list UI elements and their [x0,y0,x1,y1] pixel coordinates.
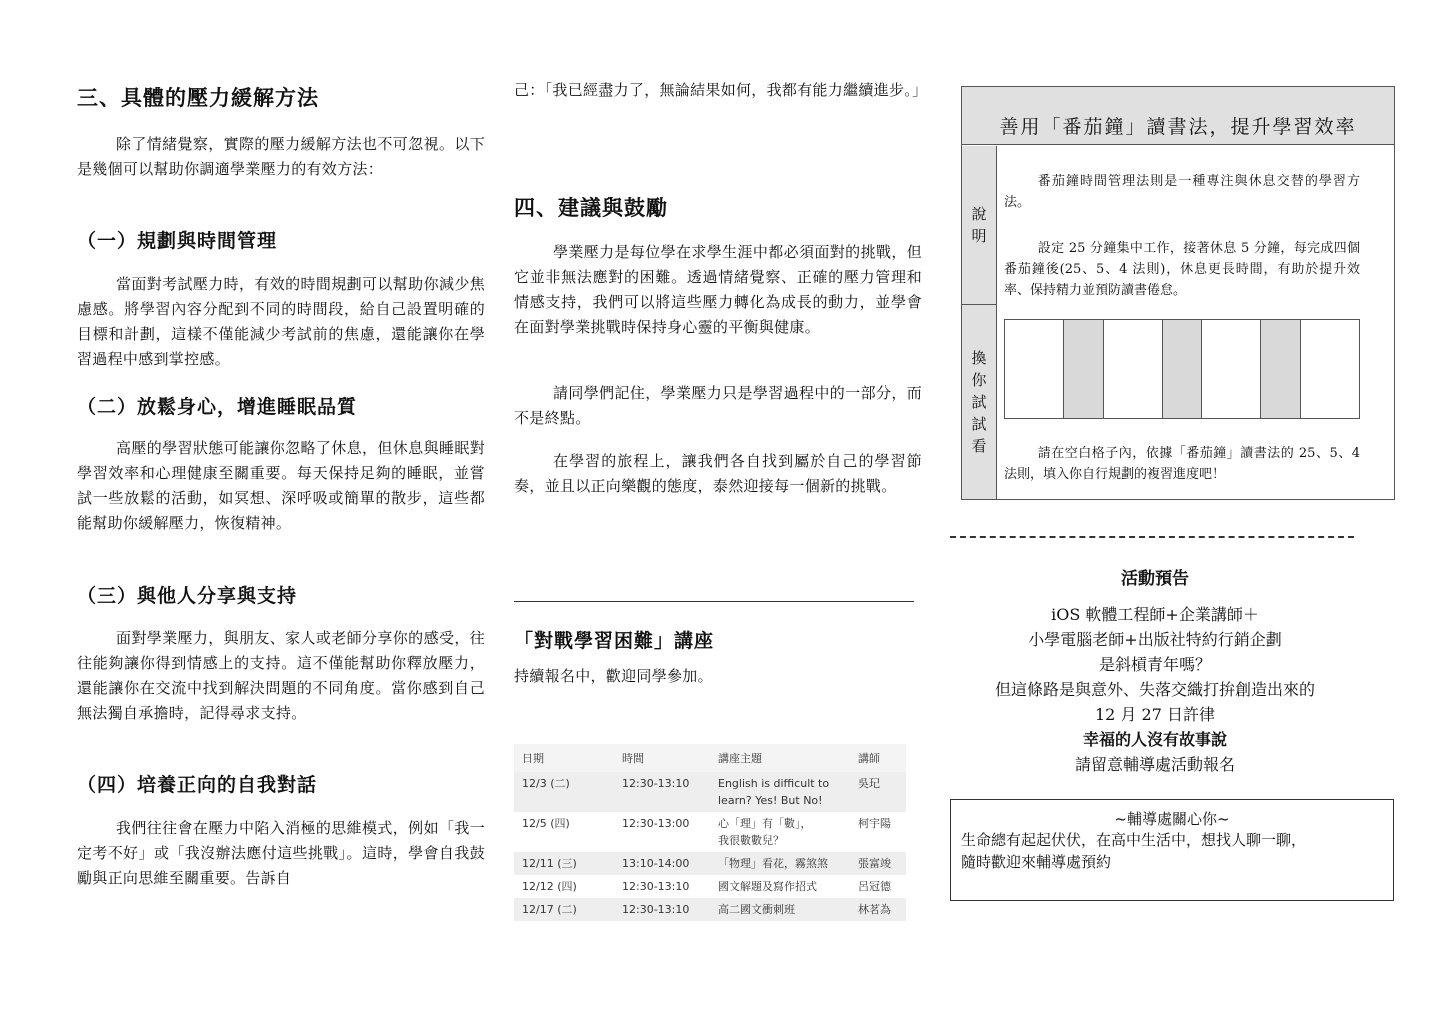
section-4-paragraph-1: 學業壓力是每位學在求學生涯中都必須面對的挑戰，但它並非無法應對的困難。透過情緒覺察、正確的壓力管理和情感支持，我們可以將這些壓力轉化為成長的動力，並學會在面對學業挑戰時保持身心靈的平衡與健康。 [514,243,922,336]
care-line-1: 生命總有起起伏伏，在高中生活中，想找人聊一聊， [961,831,1307,849]
section-3-continuation: 己：「我已經盡力了，無論結果如何，我都有能力繼續進步。」 [514,81,928,99]
cell-time: 12:30-13:00 [622,817,690,830]
item-1-title: （一）規劃與時間管理 [77,230,278,252]
cell-topic: 國文解題及寫作招式 [718,880,817,893]
care-title: ~輔導處關心你~ [1114,810,1230,828]
item-2-body: 高壓的學習狀態可能讓你忽略了休息，但休息與睡眠對學習效率和心理健康至關重要。每天保持足夠的睡眠，並嘗試一些放鬆的活動，如冥想、深呼吸或簡單的散步，這些都能幫助你緩解壓力，恢復精神。 [77,439,485,532]
event-line-6: 幸福的人沒有故事說 [1082,730,1227,749]
care-line-2: 隨時歡迎來輔導處預約 [961,853,1112,871]
item-2-title: （二）放鬆身心，增進睡眠品質 [77,396,358,418]
table-header-row [514,744,906,772]
cell-date: 12/3 (二) [514,772,614,812]
lecture-note: 持續報名中，歡迎同學參加。 [514,667,713,685]
cell-date: 12/17 (二) [514,898,614,921]
cell-time: 12:30-13:10 [614,772,710,812]
pomodoro-desc-1: 番茄鐘時間管理法則是一種專注與休息交替的學習方法。 [1004,174,1360,210]
cell-topic: 高二國文衝刺班 [710,898,850,921]
cell-date: 12/5 (四) [522,817,570,830]
cell-date: 12/12 (四) [522,880,577,893]
pomodoro-title: 善用「番茄鐘」讀書法，提升學習效率 [962,87,1394,145]
cell-speaker: 吳玘 [850,772,906,812]
event-line-7: 請留意輔導處活動報名 [1074,755,1235,774]
cell-time: 12:30-13:10 [622,880,690,893]
pomodoro-box [961,86,1395,500]
cell-topic: 心「理」有「數」， 我很數數兒？ [718,817,812,847]
work-cell-4[interactable] [1301,320,1359,418]
dashed-divider [950,536,1354,538]
item-1-body: 當面對考試壓力時，有效的時間規劃可以幫助你減少焦慮感。將學習內容分配到不同的時間段，給自己設置明確的目標和計劃，這樣不僅能減少考試前的焦慮，還能讓你在學習過程中感到掌控感。 [77,275,485,368]
work-cell-2[interactable] [1104,320,1163,418]
table-row [514,875,906,898]
counseling-care-box [950,799,1394,901]
table-row [514,852,906,875]
event-line-2: 小學電腦老師+出版社特約行銷企劃 [1028,630,1282,649]
cell-speaker: 呂冠德 [858,880,891,893]
section-3-intro: 除了情緒覺察，實際的壓力緩解方法也不可忽視。以下是幾個可以幫助你調適學業壓力的有效方法： [77,135,485,178]
lecture-schedule-table [514,744,906,921]
cell-time: 13:10-14:00 [614,852,710,875]
divider-line [514,601,914,602]
work-cell-3[interactable] [1202,320,1261,418]
event-line-1: iOS 軟體工程師+企業講師＋ [1051,605,1259,624]
header-speaker: 講師 [850,744,906,772]
table-row [514,898,906,921]
event-heading: 活動預告 [1121,569,1189,589]
item-4-body: 我們往往會在壓力中陷入消極的思維模式，例如「我一定考不好」或「我沒辦法應付這些挑戰」。這時，學會自我鼓勵與正向思維至關重要。告訴自 [77,819,485,887]
pomodoro-desc-2: 設定 25 分鐘集中工作，接著休息 5 分鐘，每完成四個番茄鐘後(25、5、4 法則)，休息更長時間，有助於提升效率、保持精力並預防讀書倦怠。 [1004,241,1360,298]
header-date: 日期 [514,744,614,772]
cell-date: 12/11 (三) [514,852,614,875]
rest-cell-2[interactable] [1163,320,1202,418]
header-time: 時間 [614,744,710,772]
label-try-it: 換 你 試 試 看 [962,305,997,499]
rest-cell-1[interactable] [1064,320,1103,418]
header-topic: 講座主題 [710,744,850,772]
event-line-3: 是斜槓青年嗎？ [1098,655,1211,674]
work-cell-1[interactable] [1005,320,1064,418]
table-row [514,812,906,852]
cell-topic: 「物理」看花，霧煞煞 [710,852,850,875]
lecture-title: 「對戰學習困難」講座 [514,630,715,652]
event-line-4: 但這條路是與意外、失落交織打拚創造出來的 [994,680,1315,699]
cell-topic: English is difficult to learn? Yes! But No! [710,772,850,812]
label-description: 說 明 [962,146,997,305]
pomodoro-try-text: 請在空白格子內，依據「番茄鐘」讀書法的 25、5、4 法則，填入你自行規劃的複習進度吧！ [1004,446,1360,482]
event-line-5: 12 月 27 日許律 [1095,705,1215,724]
cell-speaker: 柯宇陽 [858,817,891,830]
section-4-paragraph-2: 請同學們記住，學業壓力只是學習過程中的一部分，而不是終點。 [514,384,922,427]
cell-time: 12:30-13:10 [614,898,710,921]
item-3-title: （三）與他人分享與支持 [77,585,298,607]
rest-cell-3[interactable] [1261,320,1300,418]
item-4-title: （四）培養正向的自我對話 [77,774,318,796]
section-3-title: 三、具體的壓力緩解方法 [77,85,319,110]
table-row [514,772,906,812]
pomodoro-planner-grid[interactable] [1004,319,1360,419]
cell-speaker: 林茗為 [850,898,906,921]
section-4-paragraph-3: 在學習的旅程上，讓我們各自找到屬於自己的學習節奏，並且以正向樂觀的態度，泰然迎接每一個新的挑戰。 [514,452,922,495]
section-4-title: 四、建議與鼓勵 [514,195,668,220]
cell-speaker: 張富竣 [850,852,906,875]
item-3-body: 面對學業壓力，與朋友、家人或老師分享你的感受，往往能夠讓你得到情感上的支持。這不僅能幫助你釋放壓力，還能讓你在交流中找到解決問題的不同角度。當你感到自己無法獨自承擔時，記得尋求支持。 [77,629,485,722]
